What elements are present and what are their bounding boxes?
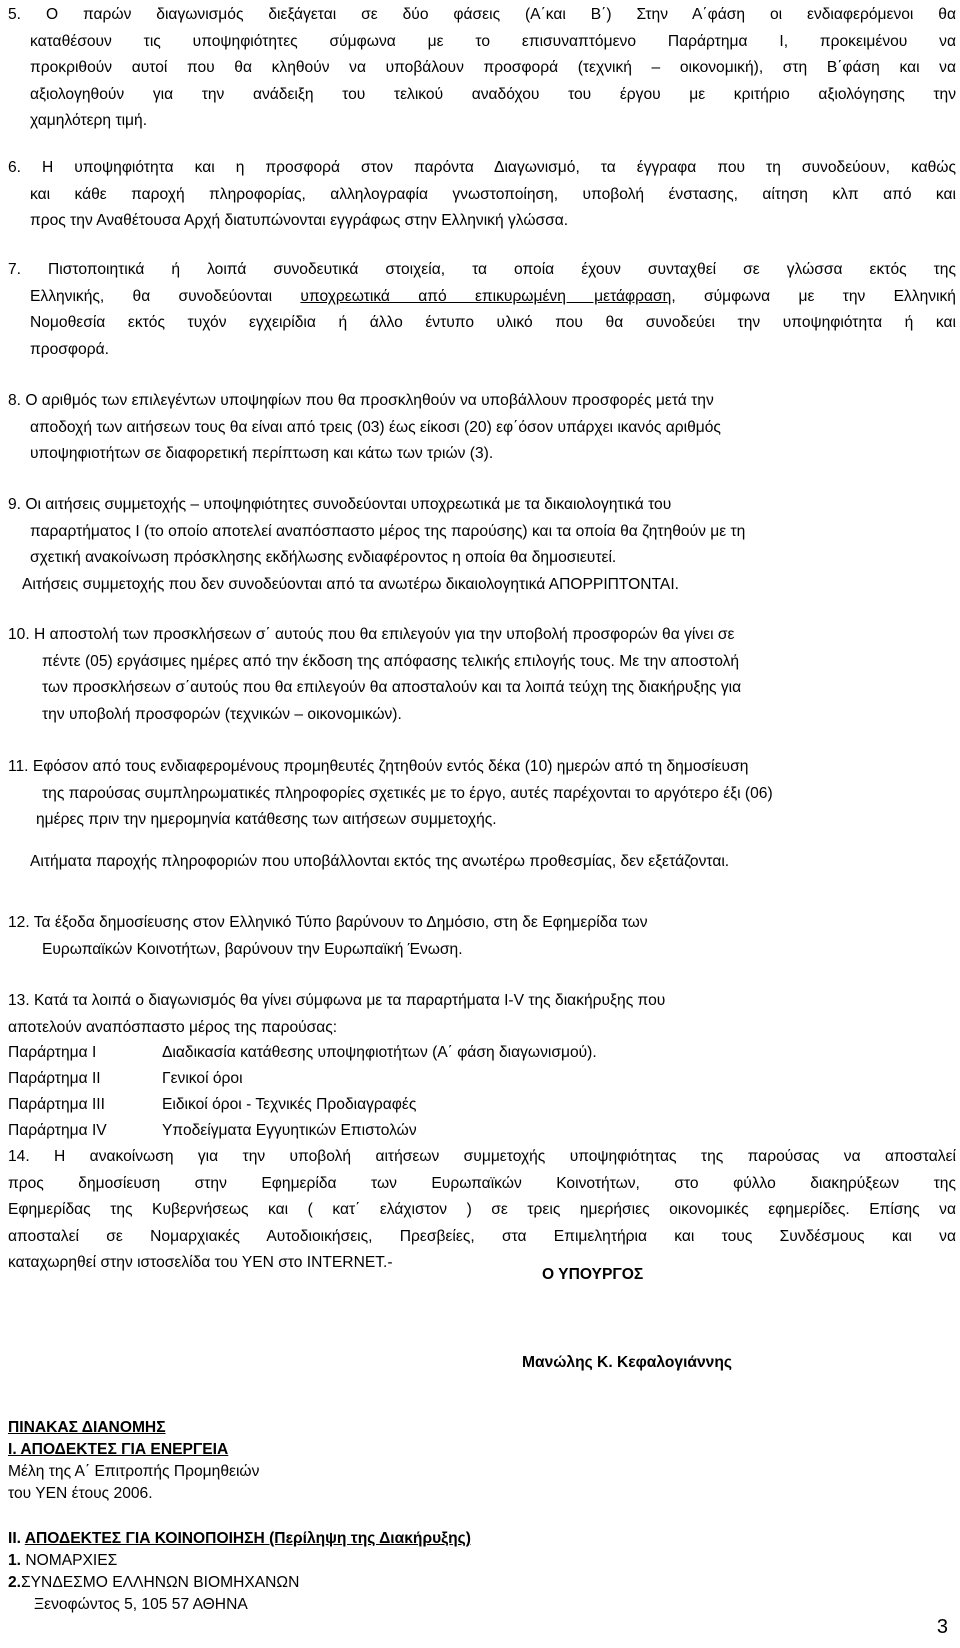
paragraph-text: της παρούσας συμπληρωματικές πληροφορίες σχετικές με το έργο, αυτές παρέχονται το αργότερο έξι (06) [42,784,773,802]
item-number: 1. [8,1552,22,1569]
paragraph-text: Εφημερίδας της Κυβερνήσεως και ( κατ΄ ελάχιστον ) σε τρεις ημερήσιες οικονομικές εφημερίδες. Επίσης να [8,1201,956,1218]
paragraph-5 [8,2,956,135]
paragraph-text: προκριθούν αυτοί που θα κληθούν να υποβάλουν προσφορά (τεχνική – οικονομική), στη Β΄φάση και να [30,59,956,76]
paragraph-text: προς δημοσίευση στην Εφημερίδα των Ευρωπαϊκών Κοινοτήτων, στο φύλλο διακηρύξεων της [8,1174,956,1192]
paragraph-6 [8,155,956,235]
paragraph-text: σχετική ανακοίνωση πρόσκλησης εκδήλωσης ενδιαφέροντος η οποία θα δημοσιευτεί. [30,549,617,566]
paragraph-text: Αιτήματα παροχής πληροφοριών που υποβάλλονται εκτός της ανωτέρω προθεσμίας, δεν εξετάζονται. [30,853,730,870]
paragraph-number: 6. [8,159,22,176]
paragraph-11-note [8,849,956,876]
annex-row [8,1066,948,1092]
paragraph-text: αποδοχή των αιτήσεων τους θα είναι από τρεις (03) έως είκοσι (20) εφ΄όσον υπάρχει ικανός αριθμός [30,418,721,436]
paragraph-11 [8,754,956,834]
paragraph-text: Πιστοποιητικά ή λοιπά συνοδευτικά στοιχεία, τα οποία έχουν συνταχθεί σε γλώσσα εκτός της [48,261,956,278]
paragraph-13 [8,988,956,1041]
paragraph-text: προσφορά. [30,340,109,358]
paragraph-text: πέντε (05) εργάσιμες ημέρες από την έκδοση της απόφασης τελικής επιλογής τους. Με την αποστολή [42,652,740,670]
paragraph-text: παραρτήματος Ι (το οποίο αποτελεί αναπόσπαστο μέρος της παρούσης) και τα οποία θα ζητηθούν με τη [30,522,746,540]
paragraph-text: 8. Ο αριθμός των επιλεγέντων υποψηφίων που θα προσκληθούν να υποβάλλουν προσφορές μετά την [8,392,714,409]
annex-description: Γενικοί όροι [162,1070,243,1087]
paragraph-text: 14. Η ανακοίνωση για την υποβολή αιτήσεων συμμετοχής υποψηφιότητας της παρούσας να αποσταλεί [8,1148,956,1165]
paragraph-text: καταθέσουν τις υποψηφιότητες σύμφωνα με το επισυναπτόμενο Παράρτημα Ι, προκειμένου να [30,32,956,50]
paragraph-text: προς την Αναθέτουσα Αρχή διατυπώνονται εγγράφως στην Ελληνική γλώσσα. [30,212,569,229]
annex-row [8,1118,948,1144]
paragraph-number: 7. [8,261,22,278]
paragraph-text: και κάθε παροχή πληροφορίας, αλληλογραφία γνωστοποίηση, υποβολή ένστασης, αίτηση κλπ από και [30,185,956,203]
paragraph-text: 12. Τα έξοδα δημοσίευσης στον Ελληνικό Τύπο βαρύνουν το Δημόσιο, στη δε Εφημερίδα των [8,914,648,931]
paragraph-12 [8,910,956,963]
distribution-section-1-title: Ι. ΑΠΟΔΕΚΤΕΣ ΓΙΑ ΕΝΕΡΓΕΙΑ [8,1441,229,1458]
annex-description: Διαδικασία κατάθεσης υποψηφιοτήτων (Α΄ φάση διαγωνισμού). [162,1044,597,1061]
item-number: 2. [8,1574,22,1591]
annex-label: Παράρτημα Ι [8,1044,97,1061]
item-text: ΝΟΜΑΡΧΙΕΣ [21,1552,118,1569]
paragraph-text: χαμηλότερη τιμή. [30,112,148,129]
paragraph-text: Νομοθεσία εκτός τυχόν εγχειρίδια ή άλλο έντυπο υλικό που θα συνοδεύει την υποψηφιότητα ή και [30,314,956,331]
item-text: ΣΥΝΔΕΣΜΟ ΕΛΛΗΝΩΝ ΒΙΟΜΗΧΑΝΩΝ [21,1574,300,1591]
paragraph-text: 13. Κατά τα λοιπά ο διαγωνισμός θα γίνει σύμφωνα με τα παραρτήματα Ι-V της διακήρυξης που [8,992,666,1009]
distribution-section-1-line: Μέλη της Α΄ Επιτροπής Προμηθειών [8,1463,260,1480]
annex-row [8,1040,948,1066]
paragraph-text: Ευρωπαϊκών Κοινοτήτων, βαρύνουν την Ευρωπαϊκή Ένωση. [42,940,463,958]
paragraph-text: των προσκλήσεων σ΄αυτούς που θα επιλεγούν θα αποσταλούν και τα λοιπά τεύχη της διακήρυξης για [42,679,742,696]
paragraph-7 [8,257,956,363]
paragraph-9 [8,492,956,598]
paragraph-text: αποσταλεί σε Νομαρχιακές Αυτοδιοικήσεις, Πρεσβείες, στα Επιμελητήρια και τους Συνδέσμους και να [8,1227,956,1245]
paragraph-14 [8,1144,956,1277]
signature-title: Ο ΥΠΟΥΡΓΟΣ [542,1266,644,1283]
distribution-section-1-line: του ΥΕΝ έτους 2006. [8,1485,153,1502]
paragraph-text: ημέρες πριν την ημερομηνία κατάθεσης των αιτήσεων συμμετοχής. [36,811,497,828]
annex-label: Παράρτημα ΙV [8,1122,107,1139]
paragraph-8 [8,388,956,468]
paragraph-text: καταχωρηθεί στην ιστοσελίδα του ΥΕΝ στο INTERNET.- [8,1254,393,1271]
paragraph-text: Αιτήσεις συμμετοχής που δεν συνοδεύονται από τα ανωτέρω δικαιολογητικά ΑΠΟΡΡΙΠΤΟΝΤΑΙ. [22,575,679,593]
paragraph-text: Ελληνικής, θα συνοδεύονται [30,287,301,305]
paragraph-number: 5. [8,6,22,23]
section-title: ΑΠΟΔΕΚΤΕΣ ΓΙΑ ΚΟΙΝΟΠΟΙΗΣΗ (Περίληψη της Διακήρυξης) [24,1530,471,1547]
page-number: 3 [936,1616,948,1638]
paragraph-text: 11. Εφόσον από τους ενδιαφερομένους προμηθευτές ζητηθούν εντός δέκα (10) ημερών από τη δημοσίευση [8,758,749,775]
paragraph-text: αποτελούν αναπόσπαστο μέρος της παρούσας: [8,1018,338,1036]
annex-description: Υποδείγματα Εγγυητικών Επιστολών [162,1122,417,1139]
paragraph-text: , σύμφωνα με την Ελληνική [671,287,956,305]
paragraph-text: υποψηφιοτήτων σε διαφορετική περίπτωση και κάτω των τριών (3). [30,445,494,462]
paragraph-text: 9. Οι αιτήσεις συμμετοχής – υποψηφιότητες συνοδεύονται υποχρεωτικά με τα δικαιολογητικά του [8,496,672,513]
paragraph-text: την υποβολή προσφορών (τεχνικών – οικονομικών). [42,705,402,723]
annex-label: Παράρτημα ΙΙ [8,1070,101,1087]
annex-description: Ειδικοί όροι - Τεχνικές Προδιαγραφές [162,1096,417,1113]
signature-name: Μανώλης Κ. Κεφαλογιάννης [522,1354,732,1371]
paragraph-text: αξιολογηθούν για την ανάδειξη του τελικού αναδόχου του έργου με κριτήριο αξιολόγησης την [30,85,956,103]
paragraph-text: 10. Η αποστολή των προσκλήσεων σ΄ αυτούς που θα επιλεγούν για την υποβολή προσφορών θα γίνει σε [8,626,735,643]
distribution-heading: ΠΙΝΑΚΑΣ ΔΙΑΝΟΜΗΣ [8,1419,166,1436]
distribution-item-address: Ξενοφώντος 5, 105 57 ΑΘΗΝΑ [34,1596,248,1613]
paragraph-10 [8,622,956,728]
paragraph-text: Ο παρών διαγωνισμός διεξάγεται σε δύο φάσεις (Α΄και Β΄) Στην Α΄φάση οι ενδιαφερόμενοι θα [45,6,956,23]
paragraph-text: Η υποψηφιότητα και η προσφορά στον παρόντα Διαγωνισμό, τα έγγραφα που τη συνοδεύουν, καθώς [42,159,956,176]
section-number: ΙΙ. [8,1530,25,1547]
underlined-text: υποχρεωτικά από επικυρωμένη μετάφραση [300,287,672,305]
annex-row [8,1092,948,1118]
annex-label: Παράρτημα ΙΙΙ [8,1096,105,1113]
